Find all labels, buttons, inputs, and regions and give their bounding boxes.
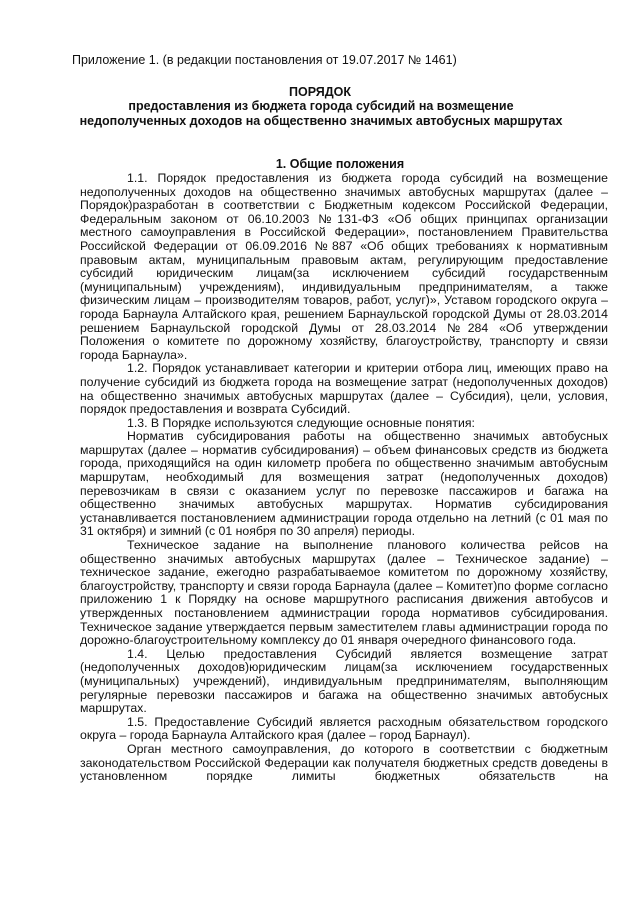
document-subtitle: предоставления из бюджета города субсидий на возмещение недополученных доходов на общественно значимых автобусных маршрутах (79, 99, 563, 128)
appendix-note: Приложение 1. (в редакции постановления от 19.07.2017 № 1461) (72, 53, 457, 67)
paragraph-1-1: 1.1. Порядок предоставления из бюджета города субсидий на возмещение недополученных доходов на общественно значимых автобусных маршрутах (далее – Порядок)разработан в соответствии с Бюджетным кодексом Российской Федерации, Федеральным законом от 06.10.2003 №131-ФЗ «Об общих принципах организации местного самоуправления в Российской Федерации», постановлением Правительства Российской Федерации от 06.09.2016 №887 «Об общих требованиях к нормативным правовым актам, муниципальным правовым актам, регулирующим предоставление субсидий юридическим лицам(за исключением субсидий государственным (муниципальным) учреждениям), индивидуальным предпринимателям, а также физическим лицам – производителям товаров, работ, услуг)», Уставом городского округа – города Барнаула Алтайского края, решением Барнаульской городской Думы от 28.03.2014 решением Барнаульской городской Думы от 28.03.2014 №284 «Об утверждении Положения о комитете по дорожному хозяйству, благоустройству, транспорту и связи города Барнаула». (80, 171, 608, 362)
section-heading: 1. Общие положения (275, 157, 405, 171)
paragraph-local-authority: Орган местного самоуправления, до которого в соответствии с бюджетным законодательством Российской Федерации как получателя бюджетных средств доведены в установленном порядке лимиты бюджетных обязательств на (80, 741, 608, 784)
paragraph-1-3: 1.3. В Порядке используются следующие основные понятия: (127, 415, 475, 430)
paragraph-technical-task: Техническое задание на выполнение планового количества рейсов на общественно значимых автобусных маршрутах (далее – Техническое задание) – техническое задание, ежегодно разрабатываемое комитетом по дорожному хозяйству, благоустройству, транспорту и связи города Барнаула (далее – Комитет)по форме согласно приложению 1 к Порядку на основе маршрутного расписания движения автобусов и утвержденных постановлением администрации города нормативов субсидирования. Техническое задание утверждается первым заместителем главы администрации города по дорожно-благоустроительному комплексу до 01 января очередного финансового года. (80, 538, 608, 648)
paragraph-1-4: 1.4. Целью предоставления Субсидий является возмещение затрат (недополученных доходов)юридическим лицам(за исключением государственных (муниципальных) учреждений), индивидуальным предпринимателям, выполняющим регулярные перевозки пассажиров и багажа на общественно значимых автобусных маршрутах. (80, 646, 608, 716)
document-body (80, 172, 608, 784)
paragraph-1-5: 1.5. Предоставление Субсидий является расходным обязательством городского округа – города Барнаула Алтайского края (далее – город Барнаул). (80, 714, 608, 743)
paragraph-subsidy-norm: Норматив субсидирования работы на общественно значимых автобусных маршрутах (далее – норматив субсидирования) – объем финансовых средств из бюджета города, приходящийся на один километр пробега по общественно значимым автобусным маршрутам, необходимый для возмещения затрат (недополученных доходов) перевозчикам в связи с оказанием услуг по перевозке пассажиров и багажа на общественно значимых автобусных маршрутах. Норматив субсидирования устанавливается постановлением администрации города отдельно на летний (с 01 мая по 31 октября) и зимний (с 01 ноября по 30 апреля) периоды. (80, 429, 608, 539)
paragraph-1-2: 1.2. Порядок устанавливает категории и критерии отбора лиц, имеющих право на получение субсидий из бюджета города на возмещение затрат (недополученных доходов) на общественно значимых автобусных маршрутах (далее – Субсидия), цели, условия, порядок предоставления и возврата Субсидий. (80, 361, 608, 417)
document-title: ПОРЯДОК (289, 85, 351, 99)
